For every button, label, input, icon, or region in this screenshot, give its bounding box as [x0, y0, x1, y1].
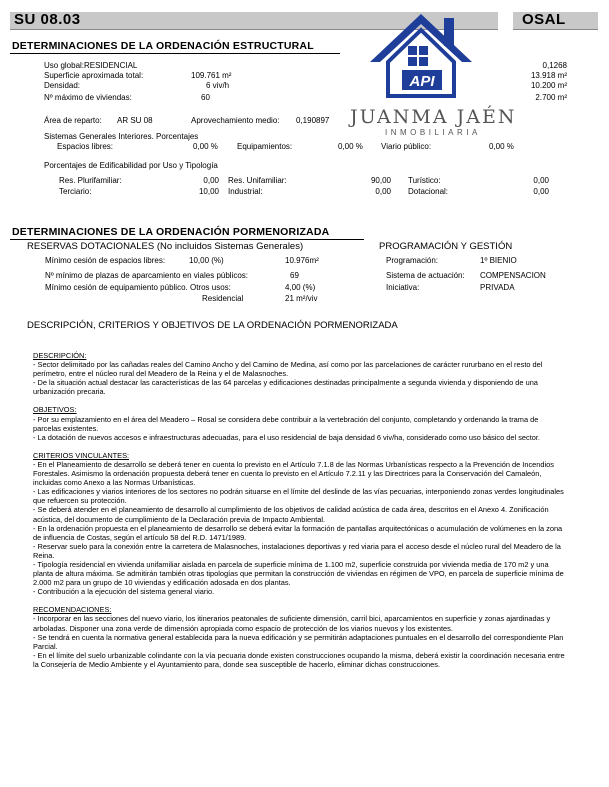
logo-name: JUANMA JAÉN [350, 106, 517, 128]
sector-name: OSAL [522, 11, 566, 28]
uso-global-label: Uso global: [44, 61, 85, 70]
viviendas-value: 60 [201, 93, 210, 102]
objetivos-label: OBJETIVOS: [33, 405, 77, 415]
reservas-title: RESERVAS DOTACIONALES (No incluidos Sistemas Generales) [27, 241, 304, 252]
recomendaciones-item: - En el límite del suelo urbanizable colindante con la vía pecuaria donde existen construcciones ocupando la misma, deberá existir la coordinación necesaria entre la Consejería de Medio Ambiente y el Ayuntamiento para, donde sea susceptible de hacerlo, eliminar dichas construcciones. [33, 650, 565, 669]
descripcion-item: - De la situación actual destacar las características de las 64 parcelas y edificaciones destinadas principalmente a segunda vivienda y disponiendo de una urbanización precaria. [33, 378, 538, 397]
viviendas-right: 2.700 m² [535, 93, 567, 102]
recomendaciones-group [33, 605, 565, 669]
criterios-item: - Se deberá atender en el planeamiento de desarrollo al cumplimiento de los objetivos de calidad acústica de cada área, descritos en el Anexo 4. Zonificación acústica, del documento de cumplimiento de la Declaración previa de Impacto Ambiental. [33, 505, 549, 524]
recomendaciones-label: RECOMENDACIONES: [33, 605, 112, 615]
densidad-label: Densidad: [44, 81, 81, 90]
sistemas-generales-title: Sistemas Generales Interiores. Porcentajes [44, 132, 199, 141]
min-espacios-pct: 10,00 (%) [189, 256, 224, 265]
objetivos-item: - La dotación de nuevos accesos e infraestructuras adecuadas, para el uso residencial de baja densidad 6 viv/ha, considerado como uso básico del sector. [33, 432, 540, 442]
text-body [33, 351, 565, 678]
espacios-libres-value: 0,00 % [193, 142, 218, 151]
area-reparto-value: AR SU 08 [117, 116, 153, 125]
viviendas-label: Nº máximo de viviendas: [44, 93, 132, 102]
unifamiliar-value: 90,00 [370, 176, 391, 185]
unifamiliar-label: Res. Unifamiliar: [228, 176, 287, 185]
plurifamiliar-label: Res. Plurifamiliar: [59, 176, 122, 185]
viario-publico-value: 0,00 % [489, 142, 514, 151]
plurifamiliar-value: 0,00 [203, 176, 219, 185]
densidad-value: 6 viv/h [206, 81, 230, 90]
descripcion-section-title: DESCRIPCIÓN, CRITERIOS Y OBJETIVOS DE LA ORDENACIÓN PORMENORIZADA [27, 320, 398, 331]
criterios-item: - En el Planeamiento de desarrollo se deberá tener en cuenta lo previsto en el Artículo 7.1.8 de las Normas Urbanísticas respecto a la Prevención de Incendios Forestales. Asimismo la ordenación propuesta deberá tener en cuenta lo previsto en el Artículo 7.2.11 y las Directrices para la Conservación del Camaleón, incluidas como Anexo a las Normas Urbanísticas. [33, 459, 554, 488]
logo-badge: API [409, 73, 435, 90]
objetivos-group [33, 405, 565, 441]
iniciativa-value: PRIVADA [480, 283, 515, 292]
aparcamiento-value: 69 [290, 271, 299, 280]
criterios-label: CRITERIOS VINCULANTES: [33, 450, 130, 460]
aprovechamiento-label: Aprovechamiento medio: [191, 116, 280, 125]
criterios-item: - En la ordenación propuesta en el planeamiento de desarrollo se deberá evitar la formación de pantallas arquitectónicas o acumulación de volúmenes en la zona de influencia de Costas, según el artículo 58 del R.D. 1471/1989. [33, 523, 563, 542]
residencial-value: 21 m²/viv [285, 294, 318, 303]
objetivos-item: - Por su emplazamiento en el área del Meadero – Rosal se considera debe contribuir a la vertebración del conjunto, completando y ordenando la trama de parcelas existentes. [33, 414, 539, 433]
aprovechamiento-value: 0,190897 [296, 116, 330, 125]
superficie-right: 13.918 m² [530, 71, 567, 80]
min-espacios-label: Mínimo cesión de espacios libres: [45, 256, 166, 265]
programacion-title: PROGRAMACIÓN Y GESTIÓN [379, 241, 513, 252]
equipamientos-value: 0,00 % [338, 142, 363, 151]
superficie-label: Superficie aproximada total: [44, 71, 144, 80]
uso-global-value: RESIDENCIAL [84, 61, 138, 70]
industrial-label: Industrial: [228, 187, 263, 196]
industrial-value: 0,00 [375, 187, 391, 196]
house-logo-icon [366, 10, 476, 98]
dotacional-label: Dotacional: [408, 187, 449, 196]
section-title-estructural: DETERMINACIONES DE LA ORDENACIÓN ESTRUCTURAL [12, 40, 314, 52]
sistema-actuacion-value: COMPENSACION [480, 271, 546, 280]
descripcion-label: DESCRIPCIÓN: [33, 351, 87, 360]
dotacional-value: 0,00 [533, 187, 549, 196]
edificabilidad-title: Porcentajes de Edificabilidad por Uso y Tipología [44, 161, 218, 170]
section-title-pormenorizada: DETERMINACIONES DE LA ORDENACIÓN PORMENORIZADA [12, 226, 330, 238]
superficie-value: 109.761 m² [191, 71, 232, 80]
min-equipamiento-pct: 4,00 (%) [285, 283, 316, 292]
descripcion-item: - Sector delimitado por las cañadas reales del Camino Ancho y del Camino de Medina, así como por las parcelaciones de carácter rururbano en el resto del perímetro, entre el núcleo rural del Meadero de la Reina y el de Malasnoches. [33, 360, 543, 379]
min-espacios-m2: 10.976m² [285, 256, 319, 265]
uso-global-right: 0,1268 [542, 61, 567, 70]
min-equipamiento-label: Mínimo cesión de equipamiento público. Otros usos: [45, 283, 231, 292]
turistico-value: 0,00 [533, 176, 549, 185]
viario-publico-label: Viario público: [381, 142, 432, 151]
recomendaciones-item: - Se tendrá en cuenta la normativa general establecida para la nueva edificación y se permitirán adaptaciones puntuales en el desarrollo del correspondiente Plan Parcial. [33, 632, 564, 651]
descripcion-group [33, 351, 565, 396]
programacion-value: 1º BIENIO [480, 256, 517, 265]
logo-subtitle: INMOBILIARIA [385, 128, 481, 137]
terciario-value: 10,00 [198, 187, 219, 196]
area-reparto-label: Área de reparto: [44, 116, 102, 125]
divider [10, 53, 340, 54]
sistema-actuacion-label: Sistema de actuación: [386, 271, 465, 280]
espacios-libres-label: Espacios libres: [57, 142, 114, 151]
aparcamiento-label: Nº mínimo de plazas de aparcamiento en viales públicos: [45, 271, 249, 280]
terciario-label: Terciario: [59, 187, 92, 196]
criterios-item: - Reservar suelo para la conexión entre la carretera de Malasnoches, instalaciones deportivas y red viaria para el acceso desde el núcleo rural del Meadero de la Reina. [33, 541, 561, 560]
criterios-item: - Contribución a la ejecución del sistema general viario. [33, 587, 215, 597]
company-logo [350, 10, 517, 137]
criterios-item: - Las edificaciones y viarios interiores de los sectores no podrán situarse en el límite del deslinde de las vías pecuarias, interponiendo zonas verdes longitudinales que refuercen su protección. [33, 487, 564, 506]
criterios-item: - Tipología residencial en vivienda unifamiliar aislada en parcela de superficie mínima de 1.100 m2, superficie construida por vivienda media de 170 m2 y una planta de altura máxima. Se admitirán también otras tipologías que permitan la construcción de viviendas en régimen de VPO, en parcela de superficie mínima de 2.000 m2 para un grupo de 10 viviendas y edificación adosada en dos plantas. [33, 559, 564, 588]
residencial-label: Residencial [202, 294, 244, 303]
divider [10, 239, 364, 240]
densidad-right: 10.200 m² [530, 81, 567, 90]
sector-code: SU 08.03 [14, 11, 81, 28]
iniciativa-label: Iniciativa: [386, 283, 420, 292]
turistico-label: Turístico: [408, 176, 441, 185]
criterios-group [33, 451, 565, 597]
recomendaciones-item: - Incorporar en las secciones del nuevo viario, los itinerarios peatonales de suficiente dimensión, carril bici, aparcamientos en superficie y zonas ajardinadas y arboladas. Disponer una zona verde de dimensión apropiada como espacio de protección de los viarios nuevos y los existentes. [33, 614, 551, 633]
equipamientos-label: Equipamientos: [237, 142, 293, 151]
programacion-label: Programación: [386, 256, 439, 265]
